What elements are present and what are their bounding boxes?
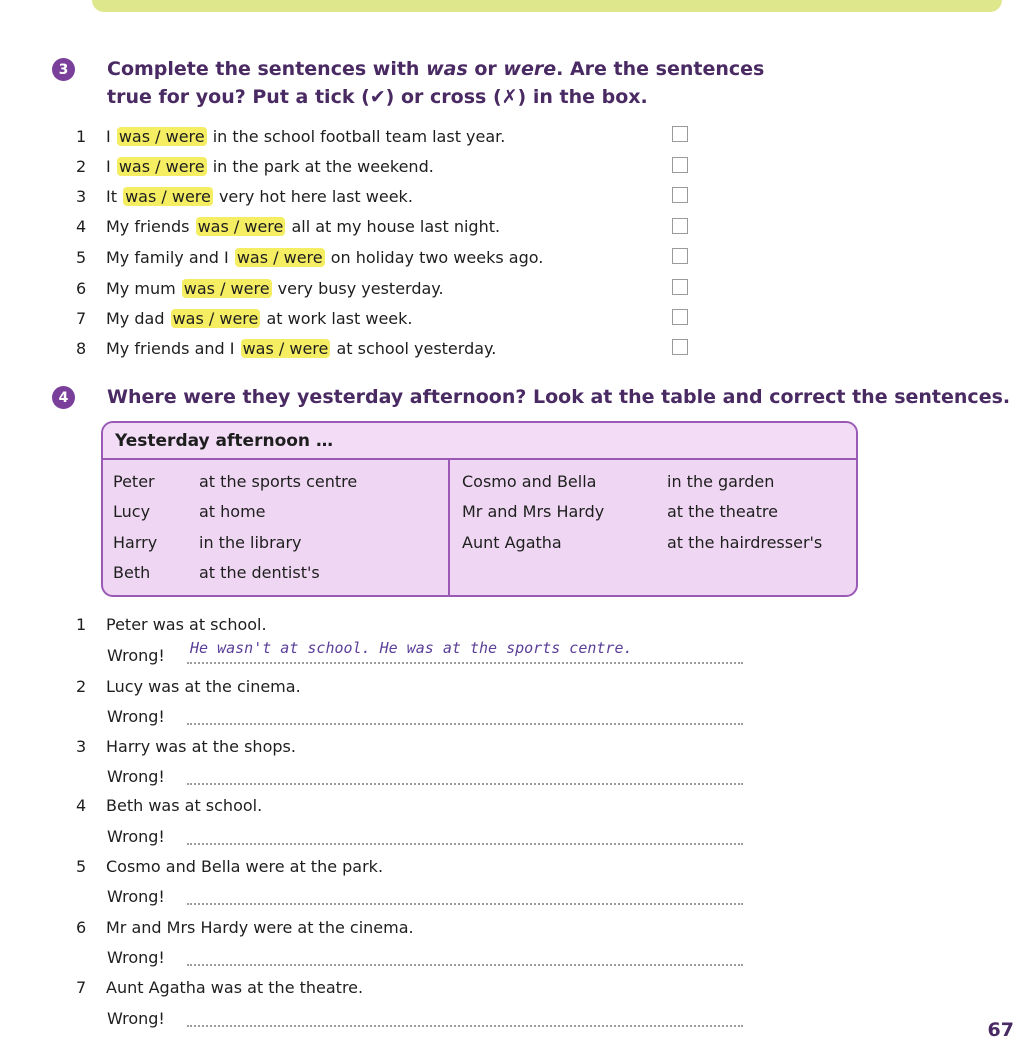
tick-box[interactable] <box>672 339 688 355</box>
wrong-label: Wrong! <box>107 887 165 906</box>
wrong-label: Wrong! <box>107 948 165 967</box>
question-row: 4 Beth was at school. <box>76 796 263 815</box>
locations-table <box>101 421 858 597</box>
wrong-label: Wrong! <box>107 646 165 665</box>
table-name: Aunt Agatha <box>462 533 562 552</box>
answer-line[interactable] <box>187 783 743 785</box>
sentence-row: 7 My dad was / were at work last week. <box>76 309 413 328</box>
table-place: at the sports centre <box>199 472 358 491</box>
was-were-choice[interactable]: was / were <box>172 309 259 328</box>
table-place: in the garden <box>667 472 775 491</box>
table-place: at the hairdresser's <box>667 533 823 552</box>
exercise-3-number: 3 <box>52 58 75 81</box>
wrong-label: Wrong! <box>107 707 165 726</box>
sentence-row: 8 My friends and I was / were at school yesterday. <box>76 339 497 358</box>
table-place: at the theatre <box>667 502 778 521</box>
was-were-choice[interactable]: was / were <box>183 279 270 298</box>
answer-line[interactable] <box>187 1025 743 1027</box>
table-name: Cosmo and Bella <box>462 472 597 491</box>
table-place: at the dentist's <box>199 563 320 582</box>
sentence-row: 6 My mum was / were very busy yesterday. <box>76 279 444 298</box>
tick-box[interactable] <box>672 187 688 203</box>
question-row: 5 Cosmo and Bella were at the park. <box>76 857 384 876</box>
answer-line[interactable] <box>187 662 743 664</box>
table-name: Lucy <box>113 502 151 521</box>
answer-line[interactable] <box>187 964 743 966</box>
answer-line[interactable] <box>187 843 743 845</box>
table-name: Peter <box>113 472 155 491</box>
question-row: 2 Lucy was at the cinema. <box>76 677 301 696</box>
tick-box[interactable] <box>672 157 688 173</box>
was-were-choice[interactable]: was / were <box>242 339 329 358</box>
was-were-choice[interactable]: was / were <box>125 187 211 206</box>
was-were-choice[interactable]: was / were <box>118 127 205 146</box>
answer-line[interactable] <box>187 903 743 905</box>
sentence-row: 4 My friends was / were all at my house last night. <box>76 217 501 236</box>
was-were-choice[interactable]: was / were <box>197 217 284 236</box>
top-decoration-band <box>92 0 1002 12</box>
wrong-label: Wrong! <box>107 827 165 846</box>
sentence-row: 1 I was / were in the school football team last year. <box>76 127 506 146</box>
table-name: Mr and Mrs Hardy <box>462 502 605 521</box>
sentence-row: 3 It was / were very hot here last week. <box>76 187 413 206</box>
table-divider <box>448 460 450 595</box>
exercise-3-instruction-line-2: true for you? Put a tick (✔) or cross (✗) in the box. <box>107 86 648 108</box>
tick-box[interactable] <box>672 248 688 264</box>
table-place: in the library <box>199 533 302 552</box>
exercise-4-number: 4 <box>52 386 75 409</box>
tick-box[interactable] <box>672 309 688 325</box>
table-place: at home <box>199 502 266 521</box>
table-name: Harry <box>113 533 158 552</box>
page-number: 67 <box>987 1019 1014 1041</box>
question-row: 3 Harry was at the shops. <box>76 737 296 756</box>
tick-box[interactable] <box>672 218 688 234</box>
question-row: 6 Mr and Mrs Hardy were at the cinema. <box>76 918 414 937</box>
question-row: 7 Aunt Agatha was at the theatre. <box>76 978 364 997</box>
answer-line[interactable] <box>187 723 743 725</box>
exercise-4-instruction: Where were they yesterday afternoon? Look at the table and correct the sentences. <box>107 386 1011 408</box>
sentence-row: 5 My family and I was / were on holiday two weeks ago. <box>76 248 544 267</box>
tick-box[interactable] <box>672 126 688 142</box>
table-name: Beth <box>113 563 151 582</box>
exercise-3-instruction-line-1: Complete the sentences with was or were. Are the sentences <box>107 58 765 80</box>
tick-box[interactable] <box>672 279 688 295</box>
was-were-choice[interactable]: was / were <box>236 248 323 267</box>
was-were-choice[interactable]: was / were <box>118 157 205 176</box>
question-row: 1 Peter was at school. <box>76 615 267 634</box>
wrong-label: Wrong! <box>107 767 165 786</box>
table-heading: Yesterday afternoon … <box>103 423 856 460</box>
wrong-label: Wrong! <box>107 1009 165 1028</box>
sentence-row: 2 I was / were in the park at the weekend. <box>76 157 434 176</box>
example-answer: He wasn't at school. He was at the sports centre. <box>190 639 633 657</box>
